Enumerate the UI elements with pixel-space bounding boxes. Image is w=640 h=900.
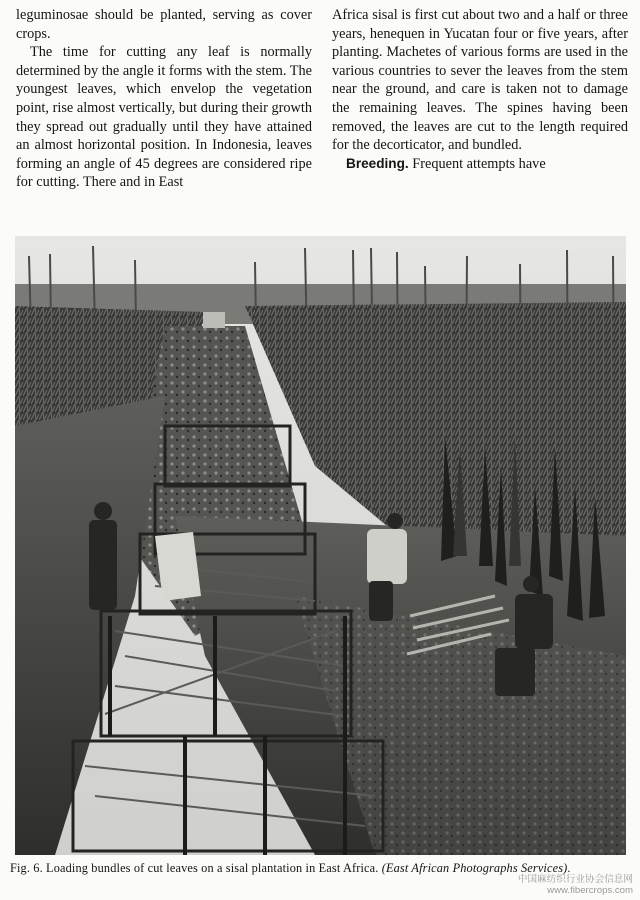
paragraph: Africa sisal is first cut about two and a half or three years, henequen in Yucatan four or five years, after planting. Machetes of various forms are used in the various countries to sever the leaves from the stem near the ground, and care is taken not to damage the remaining leaves. The spines having been removed, the leaves are cut to the length required for the decorticator, and bundled. bbox=[332, 7, 628, 154]
watermark bbox=[518, 874, 633, 896]
photo-credit: (East African Photographs Services) bbox=[381, 861, 568, 875]
sisal-plantation-photo bbox=[15, 236, 626, 855]
paragraph-continuation: Frequent attempts have bbox=[408, 155, 546, 172]
breeding-paragraph bbox=[332, 155, 628, 174]
watermark-line: 中国麻纺织行业协会信息网 bbox=[517, 874, 633, 885]
caption-text: Loading bundles of cut leaves on a sisal plantation in East Africa. bbox=[42, 861, 382, 875]
caption-label: Fig. 6. bbox=[10, 861, 43, 875]
paragraph: The time for cutting any leaf is normally determined by the angle it forms with the stem. The youngest leaves, which envelop the vegetation point, rise almost vertically, but during their growth they spread out gradually until they have attained an almost horizontal position. In Indonesia, leaves forming an angle of 45 degrees are considered ripe for cutting. There and in East bbox=[16, 44, 312, 191]
caption-period: . bbox=[567, 861, 571, 875]
section-heading-breeding: Breeding. bbox=[346, 155, 409, 171]
left-column bbox=[16, 6, 312, 192]
paragraph: leguminosae should be planted, serving as cover crops. bbox=[16, 7, 312, 42]
article-body bbox=[16, 6, 628, 230]
right-column bbox=[332, 6, 628, 173]
figure-photo bbox=[15, 236, 626, 855]
watermark-url: www.fibercrops.com bbox=[547, 885, 633, 896]
